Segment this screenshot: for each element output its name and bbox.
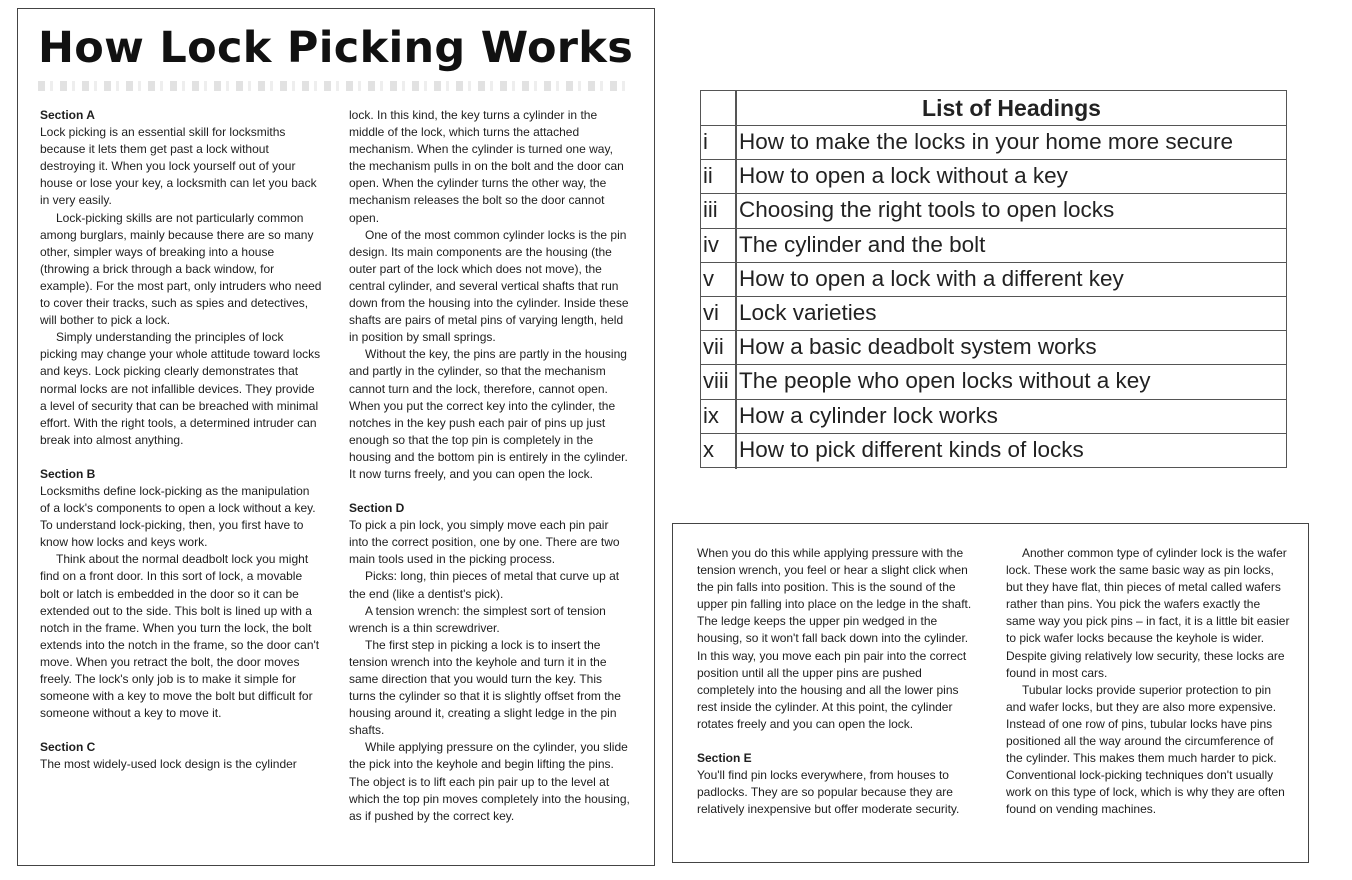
heading-text: How to open a lock without a key	[739, 163, 1068, 189]
section-heading: Section A	[40, 108, 95, 122]
heading-row	[701, 330, 1286, 364]
paragraph: Tubular locks provide superior protection to pin and wafer locks, but they are also more expensive. Instead of one row of pins, tubular locks have pins positioned all the way around the circumference of the cylinder. This makes them much harder to pick. Conventional lock-picking techniques don't usually work on this type of lock, which is why they are often found on vending machines.	[1006, 682, 1285, 817]
heading-numeral: i	[703, 129, 708, 154]
paragraph: The most widely-used lock design is the cylinder	[40, 757, 297, 772]
section-heading: Section D	[349, 501, 405, 516]
paragraph: While applying pressure on the cylinder, you slide the pick into the keyhole and begin lifting the pins. The object is to lift each pin pair up to the level at which the top pin moves completely into the housing, as if pushed by the correct key.	[349, 740, 630, 823]
paragraph: Simply understanding the principles of lock picking may change your whole attitude toward locks and keys. Lock picking clearly demonstrates that normal locks are not infallible devices. They provide a level of security that can be breached with minimal effort. With the right tools, a determined intruder can break into almost anything.	[40, 330, 321, 447]
heading-text: How to open a lock with a different key	[739, 265, 1124, 291]
paragraph: Lock-picking skills are not particularly common among burglars, mainly because there are so many other, simpler ways of breaking into a house (throwing a brick through a back window, for example). For the most part, only intruders who need to cover their tracks, such as spies and detectives, will bother to pick a lock.	[40, 210, 322, 328]
heading-numeral: viii	[703, 368, 729, 394]
headings-table-title: List of Headings	[922, 95, 1101, 121]
heading-text: The cylinder and the bolt	[739, 231, 986, 257]
article-page-left	[17, 8, 655, 866]
heading-text: Lock varieties	[739, 300, 877, 325]
paragraph-gap	[697, 733, 979, 750]
title-divider	[38, 81, 628, 91]
paragraph: One of the most common cylinder locks is the pin design. Its main components are the housing (the outer part of the lock which does not move), the central cylinder, and several vertical shafts that run down from the housing into the cylinder. Inside these shafts are pairs of metal pins of varying length, held in position by small springs.	[349, 227, 629, 345]
heading-row	[701, 125, 1286, 159]
section-heading: Section E	[697, 751, 752, 766]
heading-text: Choosing the right tools to open locks	[739, 197, 1115, 223]
paragraph: lock. In this kind, the key turns a cylinder in the middle of the lock, which turns the attached mechanism. When the cylinder is turned one way, the mechanism pulls in on the bolt and the door can open. When the cylinder turns the other way, the mechanism releases the bolt so the door cannot open.	[349, 108, 624, 225]
list-of-headings-table	[700, 90, 1287, 468]
paragraph: Think about the normal deadbolt lock you might find on a front door. In this sort of lock, a movable bolt or latch is embedded in the door so it can be extended out to the side. This bolt is lined up with a notch in the frame. When you turn the lock, the bolt extends into the notch in the frame, so the door can't move. When you retract the bolt, the door moves freely. The lock's only job is to make it simple for someone with a key to move the bolt but difficult for someone without a key to move it.	[40, 552, 320, 721]
heading-text: How a basic deadbolt system works	[739, 334, 1097, 360]
heading-numeral: x	[703, 436, 714, 462]
paragraph: Picks: long, thin pieces of metal that curve up at the end (like a dentist's pick).	[349, 569, 620, 601]
heading-row	[701, 296, 1286, 330]
heading-numeral: iv	[703, 231, 719, 257]
heading-row	[701, 364, 1286, 398]
heading-row	[701, 159, 1286, 193]
paragraph: The first step in picking a lock is to insert the tension wrench into the keyhole and turn it in the same direction that you would turn the key. This turns the cylinder so that it is slightly offset from the housing around it, creating a slight ledge in the pin shafts.	[349, 637, 621, 738]
paragraph: Without the key, the pins are partly in the housing and partly in the cylinder, so that the mechanism cannot turn and the lock, therefore, cannot open. When you put the correct key into the cylinder, the notches in the key push each pair of pins up just enough so that the top pin is completely in the housing and the bottom pin is entirely in the cylinder. It now turns freely, and you can open the lock.	[349, 347, 628, 481]
heading-text: How a cylinder lock works	[739, 402, 998, 428]
section-heading: Section B	[40, 466, 96, 481]
heading-numeral: v	[703, 265, 714, 291]
article-column-3	[697, 545, 979, 818]
article-title: How Lock Picking Works	[38, 23, 634, 73]
heading-numeral: vii	[703, 334, 724, 360]
numeral-column-divider	[735, 91, 737, 469]
heading-row	[701, 193, 1286, 227]
heading-text: How to pick different kinds of locks	[739, 436, 1084, 462]
heading-text: The people who open locks without a key	[739, 368, 1151, 394]
heading-row	[701, 399, 1286, 433]
paragraph: Locksmiths define lock-picking as the manipulation of a lock's components to open a lock without a key. To understand lock-picking, then, you first have to know how locks and keys work.	[40, 483, 316, 550]
paragraph: When you do this while applying pressure with the tension wrench, you feel or hear a slight click when the pin falls into position. This is the sound of the upper pin falling into place on the ledge in the shaft. The ledge keeps the upper pin wedged in the housing, so it won't fall back down into the cylinder. In this way, you move each pin pair into the correct position until all the upper pins are pushed completely into the housing and all the lower pins rest inside the cylinder. At this point, the cylinder rotates freely and you can open the lock.	[697, 546, 972, 731]
paragraph-gap	[40, 449, 322, 466]
paragraph: To pick a pin lock, you simply move each pin pair into the correct position, one by one. There are two main tools used in the picking process.	[349, 518, 620, 567]
heading-row	[701, 262, 1286, 296]
heading-numeral: iii	[703, 197, 718, 223]
paragraph-gap	[40, 722, 322, 739]
heading-row	[701, 433, 1286, 467]
paragraph: Another common type of cylinder lock is the wafer lock. These work the same basic way as pin locks, but they have flat, thin pieces of metal called wafers rather than pins. You pick the wafers exactly the same way you pick pins – in fact, it is a little bit easier to pick wafer locks because the keyhole is wider. Despite giving relatively low security, these locks are found in most cars.	[1006, 546, 1290, 680]
article-column-4	[1006, 545, 1290, 819]
heading-numeral: vi	[703, 300, 719, 325]
section-heading: Section C	[40, 740, 96, 755]
article-column-1	[40, 107, 322, 773]
heading-numeral: ii	[703, 163, 713, 189]
heading-numeral: ix	[703, 402, 719, 428]
article-page-right	[672, 523, 1309, 863]
paragraph: A tension wrench: the simplest sort of tension wrench is a thin screwdriver.	[349, 603, 606, 635]
heading-text: How to make the locks in your home more secure	[739, 129, 1233, 154]
paragraph: Lock picking is an essential skill for locksmiths because it lets them get past a lock without destroying it. When you lock yourself out of your house or lose your key, a locksmith can let you back in very easily.	[40, 125, 317, 208]
article-column-2	[349, 107, 631, 825]
heading-row	[701, 228, 1286, 262]
paragraph: You'll find pin locks everywhere, from houses to padlocks. They are so popular because they are relatively inexpensive but offer moderate security.	[697, 768, 960, 817]
paragraph-gap	[349, 483, 631, 500]
